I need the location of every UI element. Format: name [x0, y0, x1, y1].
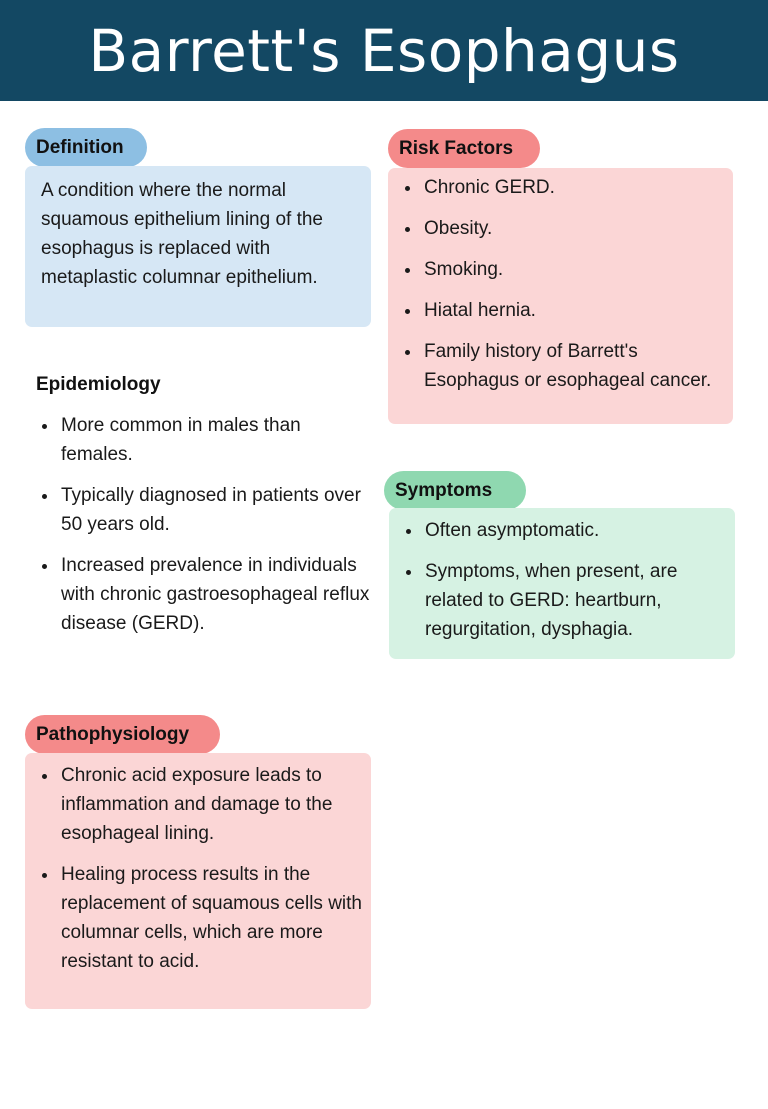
epidemiology-heading: Epidemiology: [36, 374, 161, 395]
definition-heading: Definition: [25, 128, 147, 167]
title-banner: [0, 0, 768, 101]
pathophysiology-box: [25, 753, 371, 1009]
risk-factors-box: [388, 168, 733, 424]
epidemiology-list: [25, 411, 370, 650]
list-item: Increased prevalence in individuals with chronic gastroesophageal reflux disease (GERD).: [25, 551, 370, 638]
list-item: Smoking.: [388, 255, 733, 284]
list-item: Symptoms, when present, are related to GERD: heartburn, regurgitation, dysphagia.: [389, 557, 735, 644]
symptoms-heading: Symptoms: [384, 471, 526, 510]
list-item: Hiatal hernia.: [388, 296, 733, 325]
definition-box: [25, 166, 371, 327]
list-item: Typically diagnosed in patients over 50 years old.: [25, 481, 370, 539]
list-item: Chronic GERD.: [388, 173, 733, 202]
list-item: Family history of Barrett's Esophagus or esophageal cancer.: [388, 337, 733, 395]
page-title: Barrett's Esophagus: [88, 16, 680, 85]
symptoms-box: [389, 508, 735, 659]
risk-factors-heading: Risk Factors: [388, 129, 540, 168]
symptoms-list: [389, 516, 735, 644]
list-item: Obesity.: [388, 214, 733, 243]
list-item: Chronic acid exposure leads to inflammation and damage to the esophageal lining.: [25, 761, 371, 848]
list-item: Often asymptomatic.: [389, 516, 735, 545]
risk-factors-list: [388, 173, 733, 395]
pathophysiology-heading: Pathophysiology: [25, 715, 220, 754]
list-item: Healing process results in the replacement of squamous cells with columnar cells, which are more resistant to acid.: [25, 860, 371, 976]
definition-text: A condition where the normal squamous epithelium lining of the esophagus is replaced with metaplastic columnar epithelium.: [41, 180, 324, 288]
list-item: More common in males than females.: [25, 411, 370, 469]
pathophysiology-list: [25, 761, 371, 976]
